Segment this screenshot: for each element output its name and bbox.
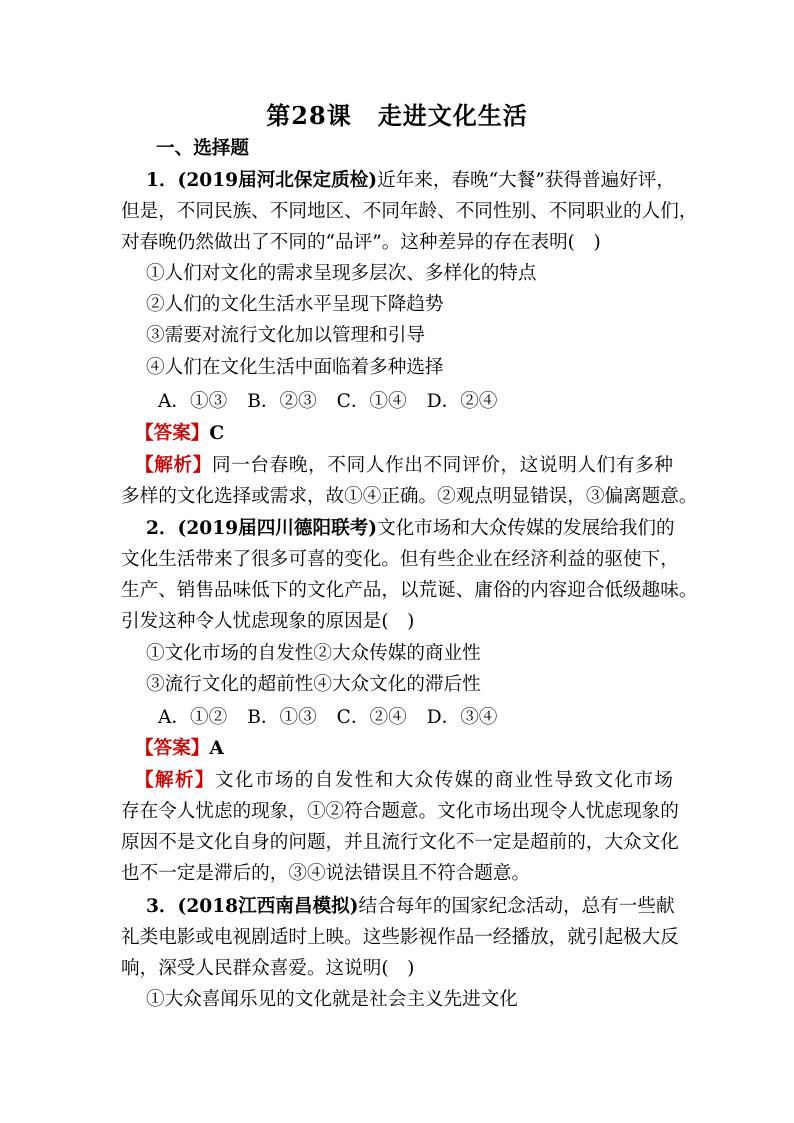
q2-option-d: D．③④: [426, 707, 498, 728]
q2-option-c: C．②④: [336, 707, 407, 728]
q2-options: [158, 707, 517, 729]
q1-stem-line-1: 1．(2019届河北保定质检)近年来，春晚“大餐”获得普遍好评，: [146, 170, 675, 191]
q2-stem-line-4: 引发这种令人忧虑现象的原因是( ): [121, 611, 415, 632]
q3-item-1: ①大众喜闻乐见的文化就是社会主义先进文化: [146, 989, 518, 1010]
q1-answer-value: C: [209, 423, 225, 444]
q2-answer-value: A: [209, 738, 224, 759]
q2-stem-line-1: 2．(2019届四川德阳联考)文化市场和大众传媒的发展给我们的: [146, 518, 675, 539]
q1-stem-line-2: 但是，不同民族、不同地区、不同年龄、不同性别、不同职业的人们，: [121, 201, 698, 222]
q1-analysis-tag: 【解析】: [135, 455, 212, 476]
q2-analysis-line-2: 存在令人忧虑的现象，①②符合题意。文化市场出现令人忧虑现象的: [121, 801, 679, 822]
q1-item-1: ①人们对文化的需求呈现多层次、多样化的特点: [146, 263, 537, 284]
q3-stem-line-1: 3．(2018江西南昌模拟)结合每年的国家纪念活动，总有一些献: [146, 896, 675, 917]
q1-option-b: B．②③: [247, 391, 317, 412]
q1-option-a: A．①③: [158, 391, 228, 412]
q1-analysis-line-2: 多样的文化选择或需求，故①④正确。②观点明显错误，③偏离题意。: [121, 486, 698, 507]
q1-item-4: ④人们在文化生活中面临着多种选择: [146, 357, 444, 378]
lesson-topic: 走进文化生活: [377, 101, 528, 130]
q1-option-c: C．①④: [336, 391, 407, 412]
q2-stem-line-3: 生产、销售品味低下的文化产品，以荒诞、庸俗的内容迎合低级趣味。: [121, 580, 698, 601]
q1-analysis-line-1: 【解析】同一台春晚，不同人作出不同评价，这说明人们有多种: [135, 455, 673, 476]
q2-analysis-line-4: 也不一定是滞后的，③④说法错误且不符合题意。: [121, 863, 531, 884]
q1-options: [158, 391, 517, 413]
q1-stem-line-3: 对春晚仍然做出了不同的“品评”。这种差异的存在表明( ): [121, 232, 601, 253]
q3-stem-line-2: 礼类电影或电视剧适时上映。这些影视作品一经播放，就引起极大反: [121, 927, 679, 948]
q2-analysis-line-1: 【解析】文化市场的自发性和大众传媒的商业性导致文化市场: [135, 770, 673, 791]
q1-option-d: D．②④: [426, 391, 498, 412]
q1-item-2: ②人们的文化生活水平呈现下降趋势: [146, 294, 444, 315]
q2-item-2: ③流行文化的超前性④大众文化的滞后性: [146, 674, 481, 695]
q2-option-a: A．①②: [158, 707, 228, 728]
q2-analysis-line-3: 原因不是文化自身的问题，并且流行文化不一定是超前的，大众文化: [121, 832, 679, 853]
q2-item-1: ①文化市场的自发性②大众传媒的商业性: [146, 643, 481, 664]
q2-analysis-tag: 【解析】: [135, 770, 215, 791]
q2-answer: [135, 738, 224, 760]
q2-stem-line-2: 文化生活带来了很多可喜的变化。但有些企业在经济利益的驱使下，: [121, 549, 679, 570]
page-title: [0, 96, 794, 131]
section-heading: 一、选择题: [156, 138, 249, 159]
q1-answer-tag: 【答案】: [135, 423, 210, 444]
q2-option-b: B．①③: [247, 707, 317, 728]
q3-stem-line-3: 响，深受人民群众喜爱。这说明( ): [121, 958, 415, 979]
q2-answer-tag: 【答案】: [135, 738, 210, 759]
q1-answer: [135, 423, 224, 445]
q1-item-3: ③需要对流行文化加以管理和引导: [146, 325, 425, 346]
lesson-number: 第28课: [266, 101, 352, 130]
